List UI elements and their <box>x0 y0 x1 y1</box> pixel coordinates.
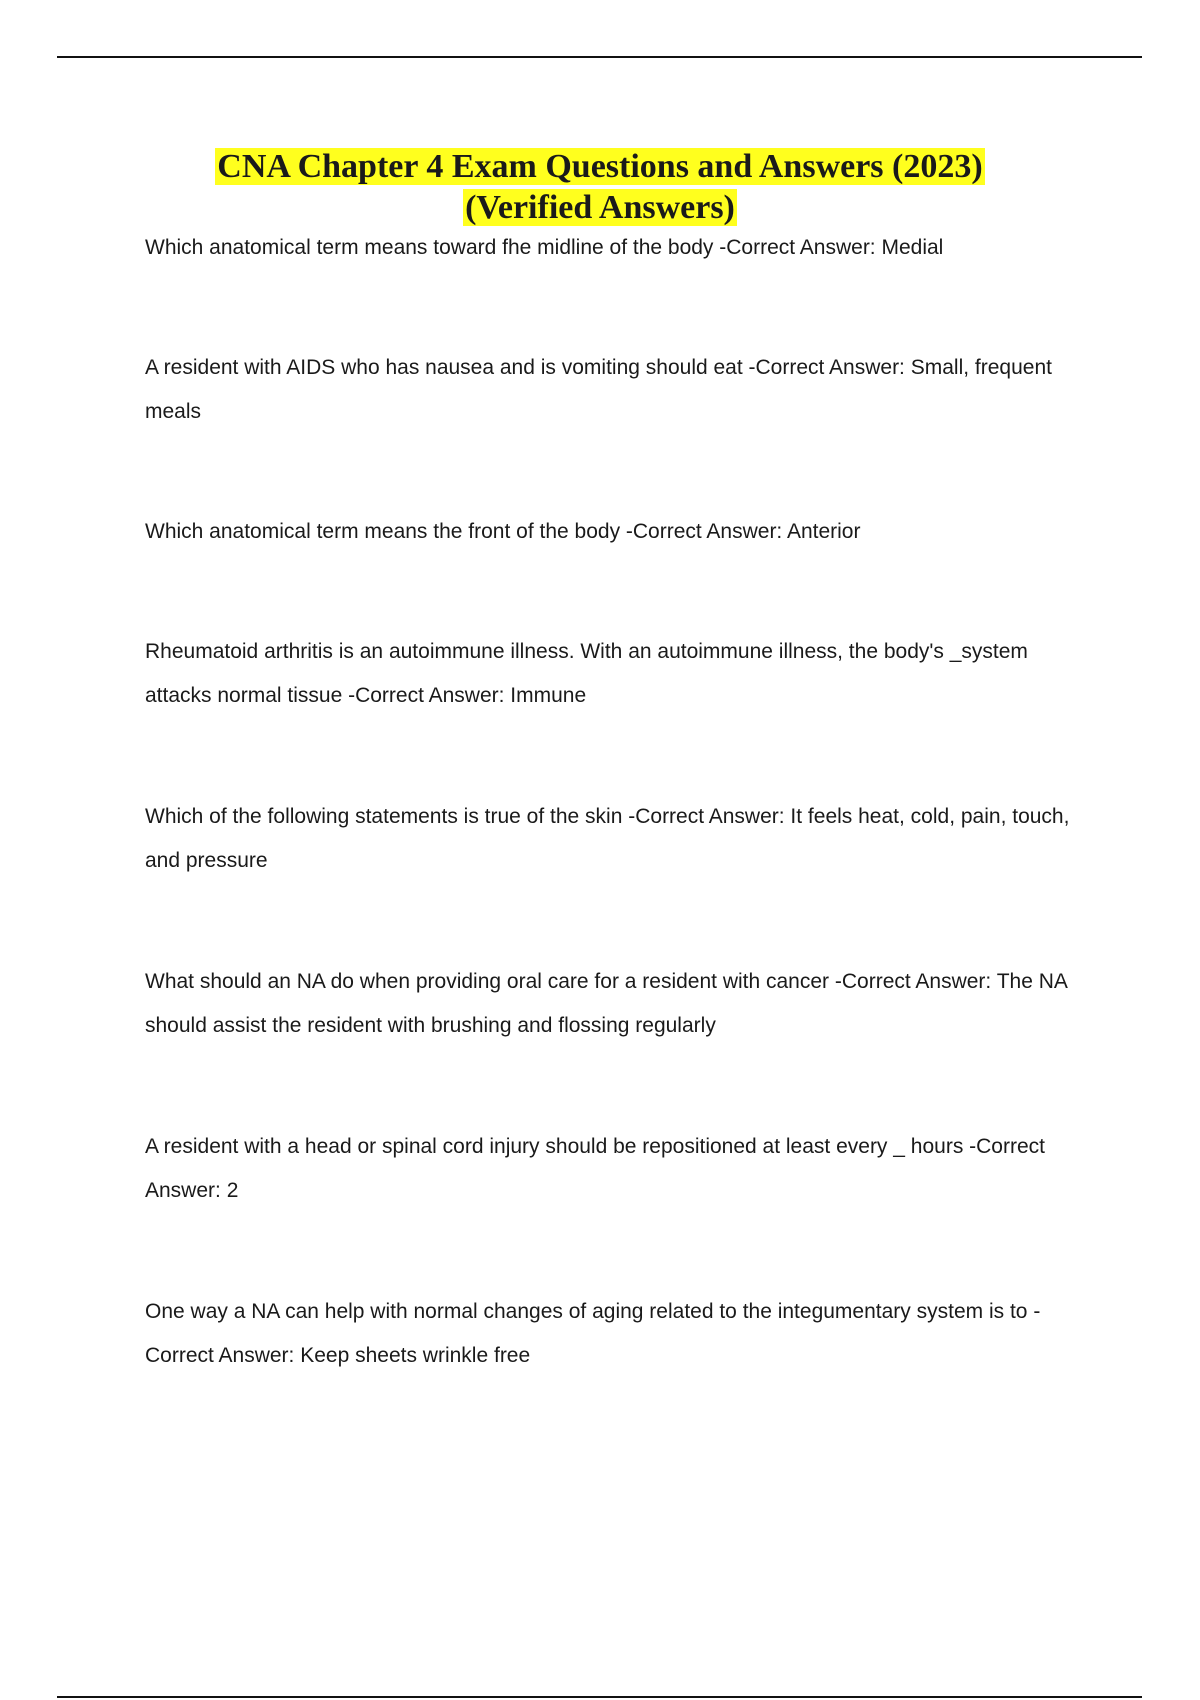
qa-item-6: What should an NA do when providing oral care for a resident with cancer -Correct Answer: The NA should assist the resident with brushing and flossing regularly <box>145 970 1067 1037</box>
qa-item-8: One way a NA can help with normal changes of aging related to the integumentary system is to -Correct Answer: Keep sheets wrinkle free <box>145 1300 1041 1367</box>
document-title <box>0 146 1200 228</box>
title-line-2: (Verified Answers) <box>465 189 735 226</box>
qa-item-2: A resident with AIDS who has nausea and is vomiting should eat -Correct Answer: Small, frequent meals <box>145 356 1052 423</box>
qa-item-4: Rheumatoid arthritis is an autoimmune illness. With an autoimmune illness, the body's _system attacks normal tissue -Correct Answer: Immune <box>145 640 1028 707</box>
qa-item-7: A resident with a head or spinal cord injury should be repositioned at least every _ hours -Correct Answer: 2 <box>145 1135 1045 1202</box>
bottom-rule <box>57 1696 1142 1698</box>
qa-item-3: Which anatomical term means the front of the body -Correct Answer: Anterior <box>145 520 861 543</box>
top-rule <box>57 56 1142 58</box>
title-line-1: CNA Chapter 4 Exam Questions and Answers (2023) <box>217 148 983 185</box>
qa-item-5: Which of the following statements is true of the skin -Correct Answer: It feels heat, cold, pain, touch, and pressure <box>145 805 1070 872</box>
qa-item-1: Which anatomical term means toward fhe midline of the body -Correct Answer: Medial <box>145 236 944 259</box>
